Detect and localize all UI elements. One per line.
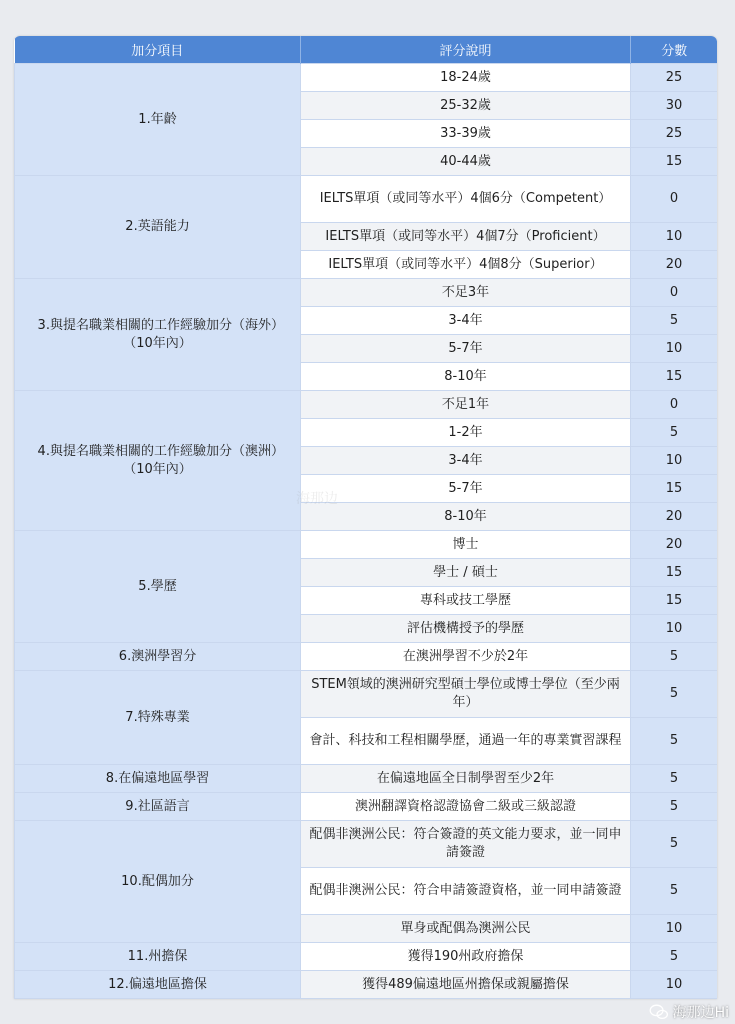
description-cell: 配偶非澳洲公民：符合簽證的英文能力要求，並一同申請簽證	[301, 821, 631, 868]
description-cell: 博士	[301, 531, 631, 559]
score-cell: 15	[631, 559, 718, 587]
description-cell: 25-32歲	[301, 92, 631, 120]
score-cell: 10	[631, 971, 718, 999]
table-row	[15, 391, 718, 419]
category-cell: 7.特殊專業	[15, 671, 301, 765]
score-cell: 5	[631, 718, 718, 765]
score-cell: 5	[631, 643, 718, 671]
description-cell: 1-2年	[301, 419, 631, 447]
category-cell: 2.英語能力	[15, 176, 301, 279]
category-cell: 5.學歷	[15, 531, 301, 643]
description-cell: 在澳洲學習不少於2年	[301, 643, 631, 671]
table-row	[15, 279, 718, 307]
table-row	[15, 765, 718, 793]
table-row	[15, 176, 718, 223]
category-cell: 1.年齡	[15, 64, 301, 176]
table-row	[15, 531, 718, 559]
score-cell: 5	[631, 671, 718, 718]
score-cell: 5	[631, 821, 718, 868]
table-row	[15, 643, 718, 671]
header-description: 評分說明	[301, 36, 631, 64]
table-body	[15, 64, 718, 999]
description-cell: 8-10年	[301, 363, 631, 391]
score-cell: 5	[631, 868, 718, 915]
header-category: 加分項目	[15, 36, 301, 64]
score-cell: 0	[631, 391, 718, 419]
table-row	[15, 943, 718, 971]
category-cell: 3.與提名職業相關的工作經驗加分（海外）（10年內）	[15, 279, 301, 391]
category-cell: 4.與提名職業相關的工作經驗加分（澳洲）（10年內）	[15, 391, 301, 531]
table-row	[15, 671, 718, 718]
score-cell: 15	[631, 363, 718, 391]
description-cell: 不足3年	[301, 279, 631, 307]
score-cell: 15	[631, 148, 718, 176]
description-cell: STEM領域的澳洲研究型碩士學位或博士學位（至少兩年）	[301, 671, 631, 718]
score-cell: 10	[631, 615, 718, 643]
table-row	[15, 821, 718, 868]
table-header-row	[15, 36, 718, 64]
score-cell: 10	[631, 915, 718, 943]
description-cell: 5-7年	[301, 475, 631, 503]
score-cell: 15	[631, 475, 718, 503]
description-cell: 8-10年	[301, 503, 631, 531]
description-cell: 在偏遠地區全日制學習至少2年	[301, 765, 631, 793]
score-cell: 20	[631, 531, 718, 559]
description-cell: 3-4年	[301, 307, 631, 335]
category-cell: 12.偏遠地區擔保	[15, 971, 301, 999]
description-cell: 獲得190州政府擔保	[301, 943, 631, 971]
description-cell: 澳洲翻譯資格認證協會二級或三級認證	[301, 793, 631, 821]
description-cell: IELTS單項（或同等水平）4個8分（Superior）	[301, 251, 631, 279]
score-cell: 10	[631, 223, 718, 251]
description-cell: 評估機構授予的學歷	[301, 615, 631, 643]
score-cell: 20	[631, 503, 718, 531]
table-row	[15, 64, 718, 92]
category-cell: 8.在偏遠地區學習	[15, 765, 301, 793]
description-cell: 配偶非澳洲公民：符合申請簽證資格，並一同申請簽證	[301, 868, 631, 915]
description-cell: IELTS單項（或同等水平）4個6分（Competent）	[301, 176, 631, 223]
score-cell: 5	[631, 793, 718, 821]
description-cell: 18-24歲	[301, 64, 631, 92]
score-cell: 5	[631, 307, 718, 335]
description-cell: 單身或配偶為澳洲公民	[301, 915, 631, 943]
points-table-card	[14, 36, 717, 999]
description-cell: 5-7年	[301, 335, 631, 363]
wechat-icon	[649, 1004, 669, 1020]
score-cell: 25	[631, 64, 718, 92]
score-cell: 0	[631, 279, 718, 307]
score-cell: 5	[631, 419, 718, 447]
footer-brand-text: 海那边Hi	[672, 1005, 729, 1021]
score-cell: 0	[631, 176, 718, 223]
description-cell: 會計、科技和工程相關學歷，通過一年的專業實習課程	[301, 718, 631, 765]
category-cell: 11.州擔保	[15, 943, 301, 971]
table-row	[15, 971, 718, 999]
table-row	[15, 793, 718, 821]
description-cell: 專科或技工學歷	[301, 587, 631, 615]
category-cell: 9.社區語言	[15, 793, 301, 821]
score-cell: 10	[631, 335, 718, 363]
score-cell: 15	[631, 587, 718, 615]
header-score: 分數	[631, 36, 718, 64]
score-cell: 30	[631, 92, 718, 120]
description-cell: IELTS單項（或同等水平）4個7分（Proficient）	[301, 223, 631, 251]
category-cell: 10.配偶加分	[15, 821, 301, 943]
points-table	[14, 36, 717, 999]
description-cell: 學士 / 碩士	[301, 559, 631, 587]
score-cell: 20	[631, 251, 718, 279]
score-cell: 5	[631, 765, 718, 793]
category-cell: 6.澳洲學習分	[15, 643, 301, 671]
description-cell: 3-4年	[301, 447, 631, 475]
description-cell: 40-44歲	[301, 148, 631, 176]
score-cell: 25	[631, 120, 718, 148]
score-cell: 5	[631, 943, 718, 971]
footer-brand	[649, 1002, 729, 1022]
score-cell: 10	[631, 447, 718, 475]
description-cell: 獲得489偏遠地區州擔保或親屬擔保	[301, 971, 631, 999]
description-cell: 不足1年	[301, 391, 631, 419]
description-cell: 33-39歲	[301, 120, 631, 148]
